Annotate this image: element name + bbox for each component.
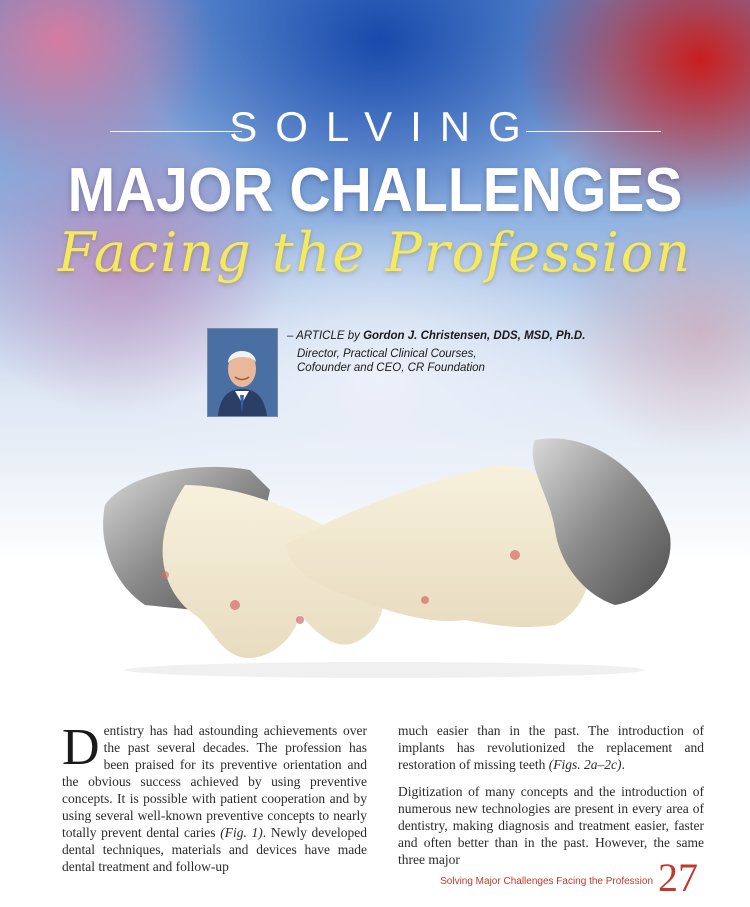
page-number: 27 [658,855,698,900]
title-kicker: SOLVING [229,103,539,150]
author-photo [207,328,278,417]
running-title: Solving Major Challenges Facing the Profession [440,876,653,887]
affiliation-line: Cofounder and CEO, CR Foundation [297,362,485,374]
paragraph-text: much easier than in the past. The introduction of implants has revolutionized the replacement and restoration of missing teeth [398,723,704,772]
title-headline: MAJOR CHALLENGES [67,156,683,225]
paragraph-text: . Newly developed dental techniques, materials and devices have made dental treatment and follow-up [62,825,368,874]
article-paragraph: Digitization of many concepts and the introduction of numerous new technologies are present in every area of dentistry, making diagnosis and treatment easier, faster and often better than in the past. However, the same three major [398,784,704,867]
drop-cap: D [62,719,100,776]
author-affiliations [297,347,485,375]
article-paragraph [62,719,368,875]
article-column-1 [62,719,368,885]
article-paragraph [398,722,704,773]
byline [287,330,585,344]
paragraph-text: . [621,757,625,772]
figure-reference: (Fig. 1) [220,825,263,840]
extracted-teeth-photo [85,425,680,680]
byline-prefix: – ARTICLE by [287,330,364,342]
author-name: Gordon J. Christensen, DDS, MSD, Ph.D. [363,330,586,342]
title-subheadline: Facing the Profession [57,221,693,284]
figure-reference: (Figs. 2a–2c) [548,757,622,772]
paragraph-text: entistry has had astounding achievements over the past several decades. The profession has been praised for its preventive orientation and the obvious success achieved by using preventive concepts. It is possible with patient cooperation and by using several well-known preventive concepts to nearly totally prevent dental caries [62,723,367,840]
affiliation-line: Director, Practical Clinical Courses, [297,348,477,360]
